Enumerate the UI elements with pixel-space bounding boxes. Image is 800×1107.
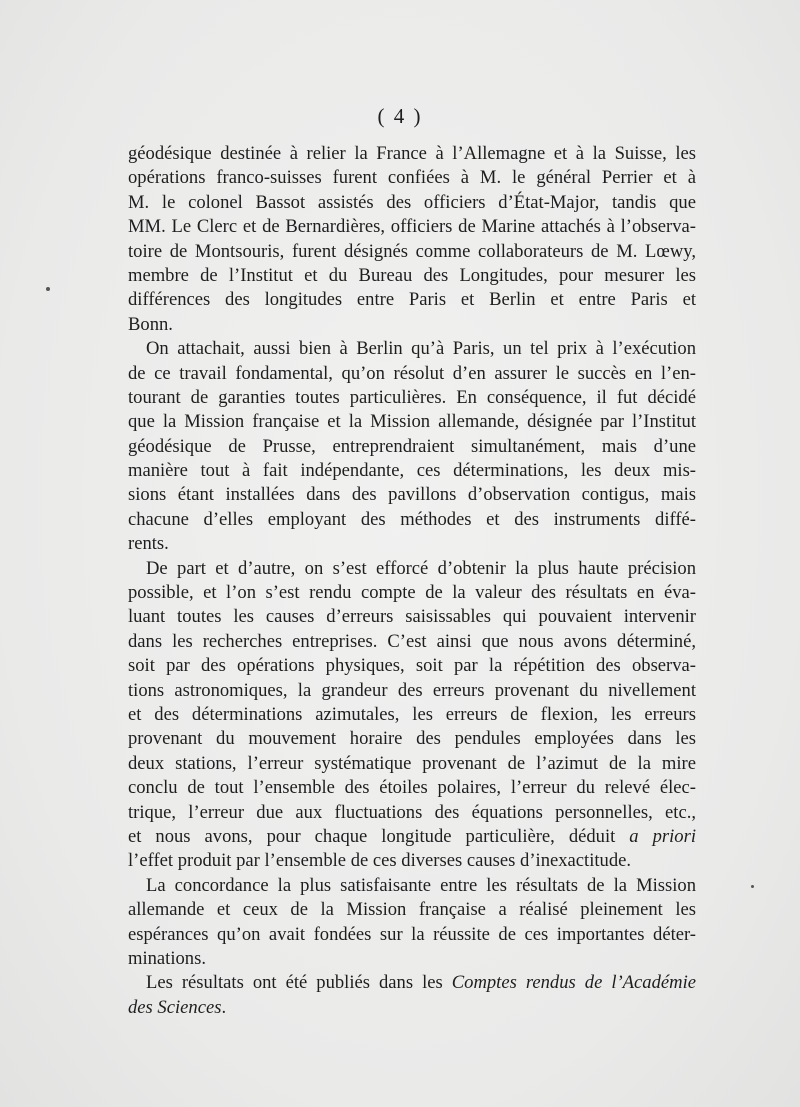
paragraph-4 xyxy=(128,874,696,972)
text-line: l’effet produit par l’ensemble de ces diverses causes d’inexactitude. xyxy=(128,850,632,872)
text-line: De part et d’autre, on s’est efforcé d’obtenir la plus haute précision xyxy=(146,557,696,579)
text-line-with-italic xyxy=(128,825,696,849)
paper-speck xyxy=(751,885,754,888)
text-line: dans les recherches entreprises. C’est ainsi que nous avons déterminé, xyxy=(128,630,696,652)
text-line: opérations franco-suisses furent confiées à M. le général Perrier et à xyxy=(128,167,696,189)
text-line: deux stations, l’erreur systématique provenant de l’azimut de la mire xyxy=(128,752,696,774)
text-line: Bonn. xyxy=(128,313,173,335)
text-line-with-italic xyxy=(128,971,696,995)
text-line: trique, l’erreur due aux fluctuations des équations personnelles, etc., xyxy=(128,801,696,823)
text-line: géodésique destinée à relier la France à l’Allemagne et à la Suisse, les xyxy=(128,143,696,164)
text-line: que la Mission française et la Mission allemande, désignée par l’Institut xyxy=(128,411,696,433)
italic-fragment: Comptes rendus de l’Académie xyxy=(451,972,696,994)
paper-speck xyxy=(46,287,50,291)
paragraph-5 xyxy=(128,971,696,1020)
italic-fragment: a priori xyxy=(629,825,696,847)
text-line: luant toutes les causes d’erreurs saisissables qui pouvaient intervenir xyxy=(128,606,696,628)
text-line: rents. xyxy=(128,533,169,555)
italic-fragment: des Sciences xyxy=(128,996,222,1018)
text-line: On attachait, aussi bien à Berlin qu’à Paris, un tel prix à l’exécution xyxy=(146,338,696,360)
text-fragment: et nous avons, pour chaque longitude particulière, déduit xyxy=(128,825,630,847)
text-line: toire de Montsouris, furent désignés comme collaborateurs de M. Lœwy, xyxy=(128,240,696,262)
text-line: tions astronomiques, la grandeur des erreurs provenant du nivellement xyxy=(128,679,696,701)
text-line: manière tout à fait indépendante, ces déterminations, les deux mis- xyxy=(128,460,696,482)
text-line: provenant du mouvement horaire des pendules employées dans les xyxy=(128,728,696,750)
text-line: sions étant installées dans des pavillons d’observation contigus, mais xyxy=(128,484,696,506)
text-line: chacune d’elles employant des méthodes et des instruments diffé- xyxy=(128,508,696,530)
text-line: différences des longitudes entre Paris et Berlin et entre Paris et xyxy=(128,289,696,311)
text-line: minations. xyxy=(128,947,206,969)
text-line: possible, et l’on s’est rendu compte de la valeur des résultats en éva- xyxy=(128,582,696,604)
text-fragment: . xyxy=(221,996,227,1018)
text-line: de ce travail fondamental, qu’on résolut d’en assurer le succès en l’en- xyxy=(128,362,696,384)
paragraph-1 xyxy=(128,142,696,337)
text-line: M. le colonel Bassot assistés des officiers d’État-Major, tandis que xyxy=(128,191,696,213)
text-line: conclu de tout l’ensemble des étoiles polaires, l’erreur du relevé élec- xyxy=(128,777,696,799)
paragraph-2 xyxy=(128,337,696,557)
text-line: géodésique de Prusse, entreprendraient simultanément, mais d’une xyxy=(128,435,696,457)
paragraph-3 xyxy=(128,557,696,874)
text-line: La concordance la plus satisfaisante entre les résultats de la Mission xyxy=(146,874,696,896)
text-line: allemande et ceux de la Mission française a réalisé pleinement les xyxy=(128,899,696,921)
text-line: membre de l’Institut et du Bureau des Longitudes, pour mesurer les xyxy=(128,264,696,286)
text-line: espérances qu’on avait fondées sur la réussite de ces importantes déter- xyxy=(128,923,696,945)
page-number: ( 4 ) xyxy=(377,104,423,128)
text-line: et des déterminations azimutales, les erreurs de flexion, les erreurs xyxy=(128,703,696,725)
body-text xyxy=(128,142,696,1020)
text-line: soit par des opérations physiques, soit par la répétition des observa- xyxy=(128,655,696,677)
text-line: tourant de garanties toutes particulières. En conséquence, il fut décidé xyxy=(128,386,696,408)
text-fragment: Les résultats ont été publiés dans les xyxy=(146,972,452,994)
text-line-with-italic xyxy=(128,996,696,1020)
text-line: MM. Le Clerc et de Bernardières, officiers de Marine attachés à l’observa- xyxy=(128,216,696,238)
